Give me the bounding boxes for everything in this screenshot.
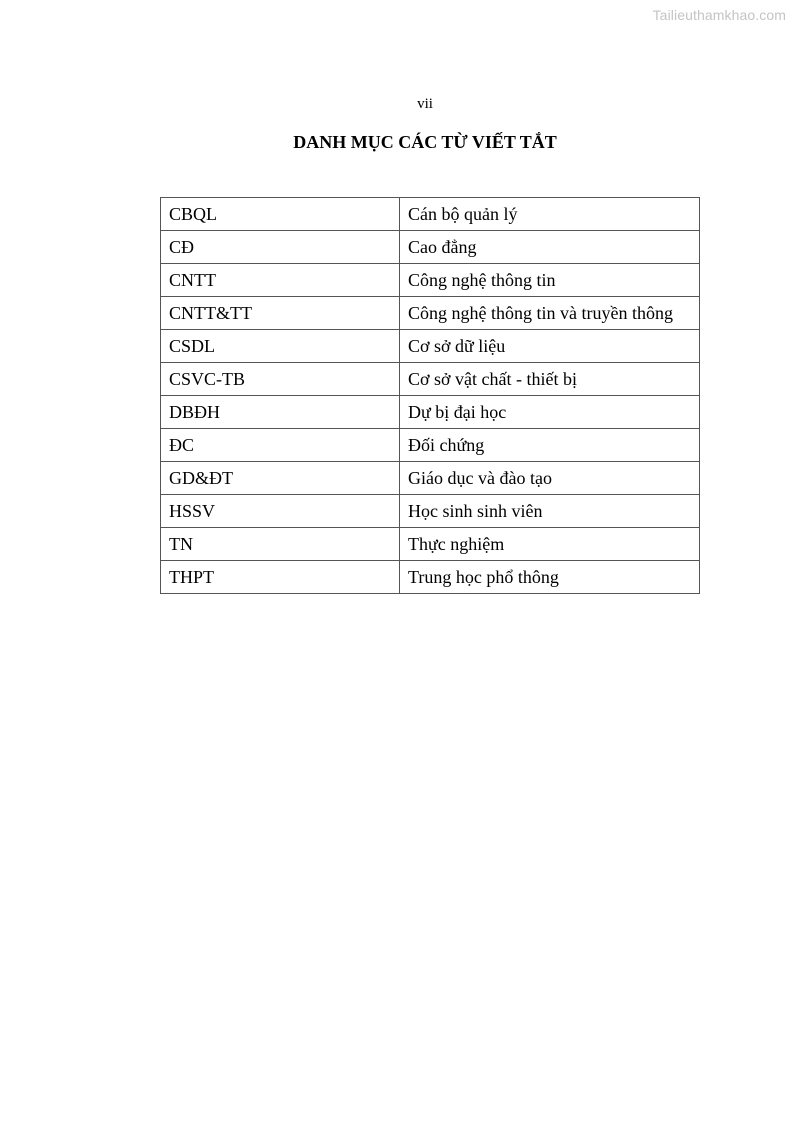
table-row <box>161 363 700 396</box>
page-title: DANH MỤC CÁC TỪ VIẾT TẮT <box>293 132 557 152</box>
abbreviation-cell: CSDL <box>161 330 400 363</box>
meaning-cell: Cơ sở dữ liệu <box>400 330 700 363</box>
abbreviation-cell: ĐC <box>161 429 400 462</box>
table-row <box>161 495 700 528</box>
table-row <box>161 396 700 429</box>
table-row <box>161 297 700 330</box>
watermark: Tailieuthamkhao.com <box>652 7 786 23</box>
table-row <box>161 462 700 495</box>
table-row <box>161 231 700 264</box>
meaning-cell: Cán bộ quản lý <box>400 198 700 231</box>
abbreviation-table-body <box>161 198 700 594</box>
abbreviation-cell: CNTT <box>161 264 400 297</box>
abbreviation-table <box>160 197 700 594</box>
table-row <box>161 561 700 594</box>
meaning-cell: Công nghệ thông tin và truyền thông <box>400 297 700 330</box>
abbreviation-cell: DBĐH <box>161 396 400 429</box>
meaning-cell: Đối chứng <box>400 429 700 462</box>
meaning-cell: Dự bị đại học <box>400 396 700 429</box>
meaning-cell: Giáo dục và đào tạo <box>400 462 700 495</box>
table-row <box>161 528 700 561</box>
abbreviation-cell: TN <box>161 528 400 561</box>
table-row <box>161 264 700 297</box>
meaning-cell: Cao đẳng <box>400 231 700 264</box>
abbreviation-cell: CĐ <box>161 231 400 264</box>
table-row <box>161 330 700 363</box>
meaning-cell: Học sinh sinh viên <box>400 495 700 528</box>
meaning-cell: Cơ sở vật chất - thiết bị <box>400 363 700 396</box>
abbreviation-cell: GD&ĐT <box>161 462 400 495</box>
meaning-cell: Công nghệ thông tin <box>400 264 700 297</box>
abbreviation-cell: CSVC-TB <box>161 363 400 396</box>
meaning-cell: Thực nghiệm <box>400 528 700 561</box>
abbreviation-cell: THPT <box>161 561 400 594</box>
abbreviation-cell: HSSV <box>161 495 400 528</box>
meaning-cell: Trung học phổ thông <box>400 561 700 594</box>
page-number: vii <box>417 96 433 112</box>
table-row <box>161 198 700 231</box>
abbreviation-cell: CNTT&TT <box>161 297 400 330</box>
table-row <box>161 429 700 462</box>
abbreviation-cell: CBQL <box>161 198 400 231</box>
